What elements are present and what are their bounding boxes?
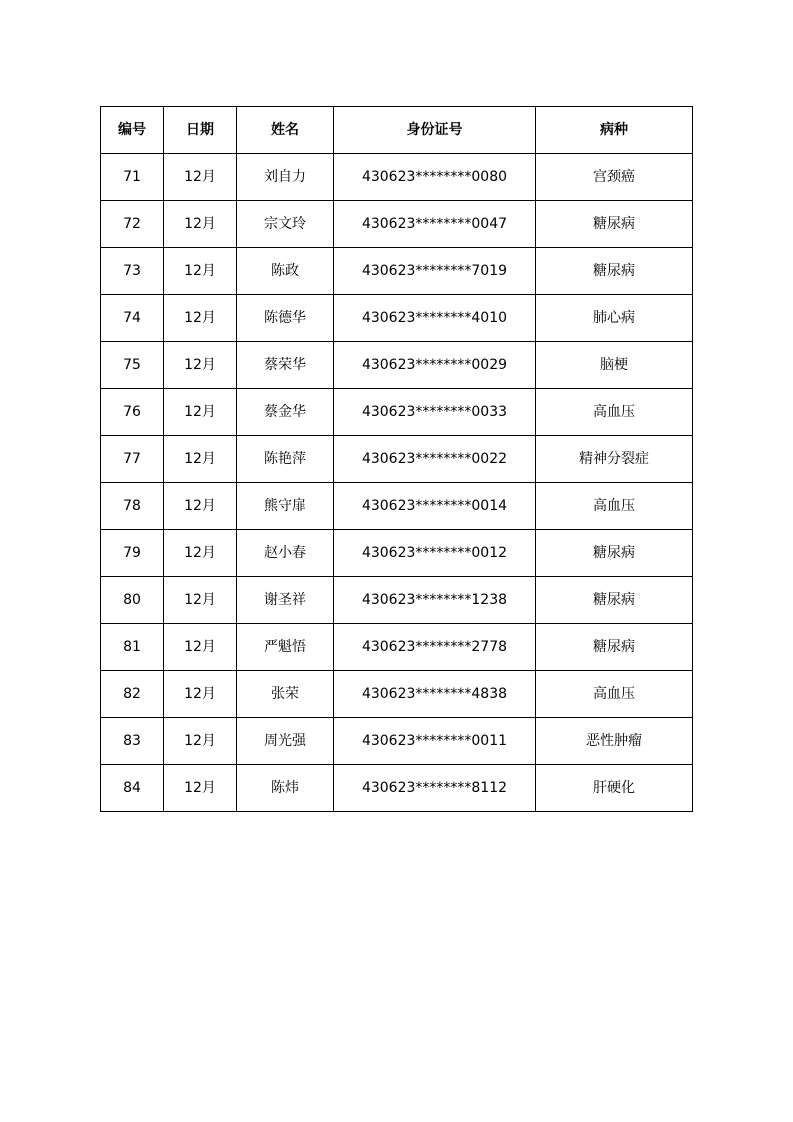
cell-id-number: 430623********8112 <box>334 765 536 812</box>
cell-name: 谢圣祥 <box>237 577 334 624</box>
table-row <box>101 718 693 765</box>
cell-disease: 高血压 <box>536 389 693 436</box>
cell-id-number: 430623********0022 <box>334 436 536 483</box>
table-row <box>101 624 693 671</box>
table-header <box>101 107 693 154</box>
table-row <box>101 577 693 624</box>
cell-no: 75 <box>101 342 164 389</box>
cell-date: 12月 <box>164 436 237 483</box>
cell-disease: 精神分裂症 <box>536 436 693 483</box>
cell-date: 12月 <box>164 718 237 765</box>
cell-date: 12月 <box>164 248 237 295</box>
cell-disease: 糖尿病 <box>536 530 693 577</box>
cell-id-number: 430623********7019 <box>334 248 536 295</box>
cell-disease: 糖尿病 <box>536 624 693 671</box>
cell-name: 蔡荣华 <box>237 342 334 389</box>
cell-date: 12月 <box>164 624 237 671</box>
header-name: 姓名 <box>237 107 334 154</box>
table-row <box>101 530 693 577</box>
header-no: 编号 <box>101 107 164 154</box>
cell-disease: 脑梗 <box>536 342 693 389</box>
cell-disease: 糖尿病 <box>536 201 693 248</box>
cell-date: 12月 <box>164 201 237 248</box>
records-table <box>100 106 693 812</box>
cell-date: 12月 <box>164 154 237 201</box>
cell-no: 82 <box>101 671 164 718</box>
cell-date: 12月 <box>164 295 237 342</box>
cell-disease: 宫颈癌 <box>536 154 693 201</box>
cell-date: 12月 <box>164 530 237 577</box>
cell-no: 76 <box>101 389 164 436</box>
header-disease: 病种 <box>536 107 693 154</box>
cell-disease: 糖尿病 <box>536 248 693 295</box>
cell-disease: 肺心病 <box>536 295 693 342</box>
table-row <box>101 765 693 812</box>
cell-id-number: 430623********0012 <box>334 530 536 577</box>
header-id: 身份证号 <box>334 107 536 154</box>
table-row <box>101 295 693 342</box>
table-row <box>101 248 693 295</box>
cell-no: 80 <box>101 577 164 624</box>
table-row <box>101 389 693 436</box>
cell-no: 79 <box>101 530 164 577</box>
cell-name: 陈艳萍 <box>237 436 334 483</box>
cell-disease: 恶性肿瘤 <box>536 718 693 765</box>
cell-id-number: 430623********0080 <box>334 154 536 201</box>
cell-name: 刘自力 <box>237 154 334 201</box>
cell-id-number: 430623********2778 <box>334 624 536 671</box>
cell-name: 陈德华 <box>237 295 334 342</box>
cell-name: 严魁悟 <box>237 624 334 671</box>
table-row <box>101 436 693 483</box>
cell-no: 83 <box>101 718 164 765</box>
cell-disease: 糖尿病 <box>536 577 693 624</box>
table-row <box>101 154 693 201</box>
cell-disease: 肝硬化 <box>536 765 693 812</box>
cell-id-number: 430623********0014 <box>334 483 536 530</box>
table-row <box>101 671 693 718</box>
header-date: 日期 <box>164 107 237 154</box>
cell-name: 张荣 <box>237 671 334 718</box>
table-row <box>101 342 693 389</box>
cell-no: 71 <box>101 154 164 201</box>
cell-disease: 高血压 <box>536 671 693 718</box>
table-row <box>101 201 693 248</box>
cell-id-number: 430623********0011 <box>334 718 536 765</box>
cell-no: 81 <box>101 624 164 671</box>
cell-name: 蔡金华 <box>237 389 334 436</box>
cell-no: 73 <box>101 248 164 295</box>
table-body <box>101 154 693 812</box>
cell-disease: 高血压 <box>536 483 693 530</box>
cell-name: 赵小春 <box>237 530 334 577</box>
cell-id-number: 430623********1238 <box>334 577 536 624</box>
table-row <box>101 483 693 530</box>
cell-no: 78 <box>101 483 164 530</box>
cell-id-number: 430623********0029 <box>334 342 536 389</box>
cell-date: 12月 <box>164 389 237 436</box>
cell-no: 84 <box>101 765 164 812</box>
cell-id-number: 430623********0033 <box>334 389 536 436</box>
cell-no: 72 <box>101 201 164 248</box>
cell-no: 74 <box>101 295 164 342</box>
cell-id-number: 430623********4010 <box>334 295 536 342</box>
cell-name: 周光强 <box>237 718 334 765</box>
cell-date: 12月 <box>164 483 237 530</box>
cell-id-number: 430623********0047 <box>334 201 536 248</box>
cell-name: 熊守扉 <box>237 483 334 530</box>
cell-date: 12月 <box>164 765 237 812</box>
cell-date: 12月 <box>164 342 237 389</box>
cell-name: 陈炜 <box>237 765 334 812</box>
cell-name: 陈政 <box>237 248 334 295</box>
cell-date: 12月 <box>164 577 237 624</box>
cell-no: 77 <box>101 436 164 483</box>
cell-date: 12月 <box>164 671 237 718</box>
header-row <box>101 107 693 154</box>
cell-id-number: 430623********4838 <box>334 671 536 718</box>
cell-name: 宗文玲 <box>237 201 334 248</box>
